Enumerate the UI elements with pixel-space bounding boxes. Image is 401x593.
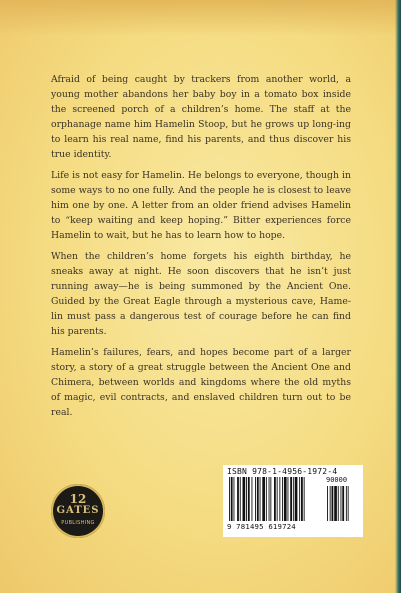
isbn-text: ISBN 978-1-4956-1972-4 xyxy=(227,467,338,476)
publisher-logo-number: 12 xyxy=(69,492,87,506)
blurb-paragraph-4: Hamelin’s failures, fears, and hopes become part of a larger story, a story of a great struggle between the Ancient One and Chimera, between worlds and kingdoms where the old myths of magic, evil contracts, and enslaved children turn out to be real. xyxy=(51,347,351,418)
isbn-barcode xyxy=(223,465,363,537)
back-cover-blurb xyxy=(51,72,351,426)
blurb-paragraph-3: When the children’s home forgets his eighth birthday, he sneaks away at night. He soon discovers that he isn’t just running away—he is being summoned by the Ancient One. Guided by the Great Eagle through a mysterious cave, Hame-lin must pass a dangerous test of courage before he can find his parents. xyxy=(51,251,351,337)
top-shade xyxy=(0,0,401,36)
spine-edge xyxy=(395,0,401,593)
barcode-addon-number: 90000 xyxy=(326,476,348,484)
blurb-paragraph-1: Afraid of being caught by trackers from another world, a young mother abandons her baby boy in a tomato box inside the screened porch of a children’s home. The staff at the orphanage name him Hamelin Stoop, but he grows up long-ing to learn his real name, find his parents, and thus discover his true identity. xyxy=(51,74,351,160)
barcode-digits: 9 781495 619724 xyxy=(227,522,296,531)
blurb-paragraph-2: Life is not easy for Hamelin. He belongs to everyone, though in some ways to no one fully. And the people he is closest to leave him one by one. A letter from an older friend advises Hamelin to “keep waiting and keep hoping.” Bitter experiences force Hamelin to wait, but he has to learn how to hope. xyxy=(51,170,351,241)
publisher-logo-subtitle: PUBLISHING xyxy=(61,520,95,526)
publisher-logo-name: GATES xyxy=(56,505,100,516)
publisher-logo xyxy=(51,484,105,538)
